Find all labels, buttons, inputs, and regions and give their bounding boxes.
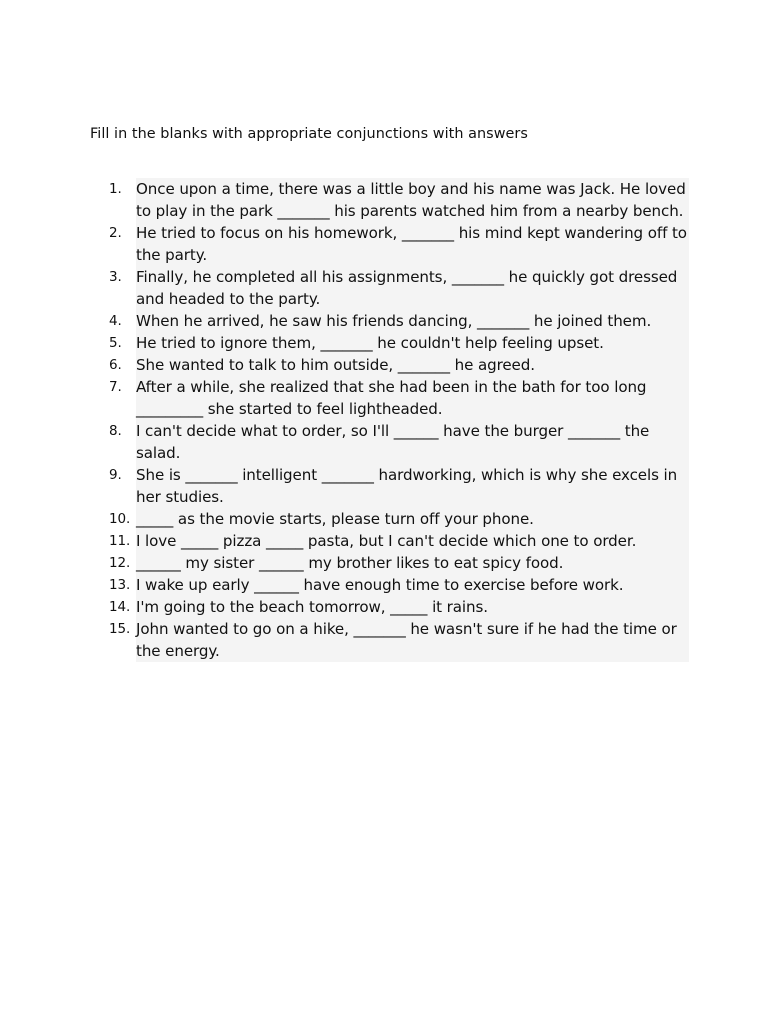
question-number: 5. [109, 335, 122, 351]
question-number: 15. [109, 621, 131, 637]
question-text: When he arrived, he saw his friends dancing, _______ he joined them. [136, 310, 689, 332]
question-text: He tried to ignore them, _______ he couldn't help feeling upset. [136, 332, 689, 354]
page-title: Fill in the blanks with appropriate conjunctions with answers [90, 126, 528, 142]
question-item-8 [109, 420, 689, 464]
question-text: John wanted to go on a hike, _______ he wasn't sure if he had the time or the energy. [136, 618, 689, 662]
question-text: _____ as the movie starts, please turn off your phone. [136, 508, 689, 530]
question-item-6 [109, 354, 689, 376]
question-item-13 [109, 574, 689, 596]
question-text: He tried to focus on his homework, _______ his mind kept wandering off to the party. [136, 222, 689, 266]
question-item-14 [109, 596, 689, 618]
question-number: 6. [109, 357, 122, 373]
question-item-10 [109, 508, 689, 530]
question-number: 13. [109, 577, 131, 593]
question-number: 2. [109, 225, 122, 241]
question-item-1 [109, 178, 689, 222]
question-list [109, 178, 689, 662]
question-item-15 [109, 618, 689, 662]
question-text: After a while, she realized that she had been in the bath for too long _________ she started to feel lightheaded. [136, 376, 689, 420]
question-item-4 [109, 310, 689, 332]
question-item-7 [109, 376, 689, 420]
question-number: 11. [109, 533, 131, 549]
question-item-2 [109, 222, 689, 266]
question-number: 4. [109, 313, 122, 329]
question-item-12 [109, 552, 689, 574]
question-text: Finally, he completed all his assignments, _______ he quickly got dressed and headed to the party. [136, 266, 689, 310]
question-number: 14. [109, 599, 131, 615]
question-text: ______ my sister ______ my brother likes to eat spicy food. [136, 552, 689, 574]
question-number: 12. [109, 555, 131, 571]
question-text: She wanted to talk to him outside, _______ he agreed. [136, 354, 689, 376]
question-text: I wake up early ______ have enough time to exercise before work. [136, 574, 689, 596]
question-number: 8. [109, 423, 122, 439]
question-text: Once upon a time, there was a little boy and his name was Jack. He loved to play in the park _______ his parents watched him from a nearby bench. [136, 178, 689, 222]
question-number: 3. [109, 269, 122, 285]
question-item-11 [109, 530, 689, 552]
question-number: 9. [109, 467, 122, 483]
question-number: 10. [109, 511, 131, 527]
question-number: 7. [109, 379, 122, 395]
question-number: 1. [109, 181, 122, 197]
question-text: I'm going to the beach tomorrow, _____ it rains. [136, 596, 689, 618]
question-item-9 [109, 464, 689, 508]
question-item-5 [109, 332, 689, 354]
question-text: I can't decide what to order, so I'll ______ have the burger _______ the salad. [136, 420, 689, 464]
question-text: I love _____ pizza _____ pasta, but I can't decide which one to order. [136, 530, 689, 552]
question-item-3 [109, 266, 689, 310]
question-text: She is _______ intelligent _______ hardworking, which is why she excels in her studies. [136, 464, 689, 508]
